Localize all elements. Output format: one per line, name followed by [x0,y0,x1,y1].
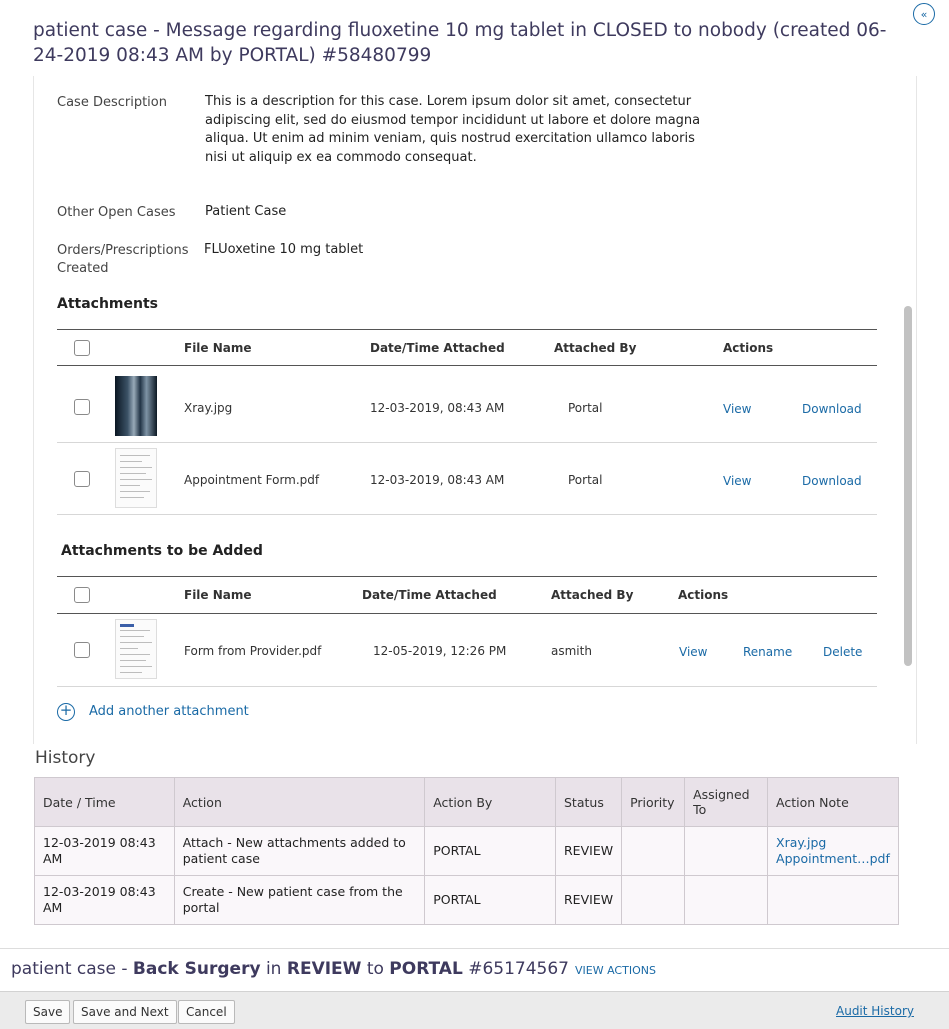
column-header-actions: Actions [678,588,729,602]
history-assigned-to [685,876,768,925]
column-header-assigned-to: Assigned To [685,778,768,827]
column-header-action-note: Action Note [768,778,899,827]
divider [0,948,949,949]
column-header-attached-by: Attached By [551,588,634,602]
attached-by: Portal [568,473,603,487]
history-action: Create - New patient case from the portal [174,876,425,925]
case-in: in [260,959,287,979]
column-header-date: Date/Time Attached [370,341,505,355]
date-attached: 12-03-2019, 08:43 AM [370,401,505,415]
row-divider [57,686,877,687]
history-assigned-to [685,827,768,876]
history-date: 12-03-2019 08:43 AM [35,876,175,925]
history-action-by: PORTAL [425,827,556,876]
row-divider [57,514,877,515]
column-header-file-name: File Name [184,341,252,355]
column-header-file-name: File Name [184,588,252,602]
row-checkbox[interactable] [74,471,90,487]
select-all-checkbox[interactable] [74,587,90,603]
save-button[interactable]: Save [25,1000,70,1024]
attached-by: Portal [568,401,603,415]
row-divider [57,442,877,443]
view-link[interactable]: View [723,474,752,488]
history-status: REVIEW [556,827,622,876]
orders-label: Orders/Prescriptions Created [57,243,189,276]
column-header-action-by: Action By [425,778,556,827]
download-link[interactable]: Download [802,402,862,416]
case-to: to [361,959,390,979]
case-name: Back Surgery [132,959,261,979]
row-checkbox[interactable] [74,642,90,658]
history-header-row [35,778,899,827]
table-row [35,876,899,925]
select-all-checkbox[interactable] [74,340,90,356]
column-header-priority: Priority [622,778,685,827]
document-thumbnail[interactable] [115,619,157,679]
file-name: Appointment Form.pdf [184,473,320,487]
history-action-note [768,827,899,876]
attachments-to-add-title: Attachments to be Added [61,543,263,559]
view-link[interactable]: View [723,402,752,416]
column-header-actions: Actions [723,341,774,355]
history-title: History [35,748,96,768]
case-description-label: Case Description [57,95,167,110]
column-header-date-time: Date / Time [35,778,175,827]
row-checkbox[interactable] [74,399,90,415]
rename-link[interactable]: Rename [743,645,793,659]
page-title: patient case - Message regarding fluoxetine 10 mg tablet in CLOSED to nobody (created 06-24-2019 08:43 AM by PORTAL) #58480799 [33,20,887,66]
history-action: Attach - New attachments added to patient case [174,827,425,876]
column-header-date: Date/Time Attached [362,588,497,602]
attachments-to-add-header-rule [57,613,877,614]
order-link[interactable]: FLUoxetine 10 mg tablet [204,242,364,257]
xray-thumbnail[interactable] [115,376,157,436]
column-header-attached-by: Attached By [554,341,637,355]
add-attachment-link[interactable]: Add another attachment [89,704,249,719]
double-chevron-left-icon[interactable]: « [913,3,935,25]
history-priority [622,827,685,876]
history-action-note [768,876,899,925]
case-number: #65174567 [462,959,569,979]
next-case-bar [11,959,656,979]
save-and-next-button[interactable]: Save and Next [73,1000,177,1024]
date-attached: 12-03-2019, 08:43 AM [370,473,505,487]
attachments-title: Attachments [57,296,159,312]
other-open-cases-label: Other Open Cases [57,205,176,220]
delete-link[interactable]: Delete [823,645,863,659]
history-action-by: PORTAL [425,876,556,925]
plus-circle-icon[interactable]: + [57,703,75,721]
attachments-header-rule [57,365,877,366]
cancel-button[interactable]: Cancel [178,1000,235,1024]
file-name: Xray.jpg [184,401,233,415]
attachments-top-rule [57,329,877,330]
case-status: REVIEW [286,959,362,979]
attachments-to-add-top-rule [57,576,877,577]
case-description-text: This is a description for this case. Lorem ipsum dolor sit amet, consectetur adipiscing elit, sed do eiusmod tempor incididunt ut labore et dolore magna aliqua. Ut enim ad minim veniam, quis nostrud exercitation ullamco laboris nisi ut aliquip ex ea commodo consequat. [205,94,701,165]
column-header-status: Status [556,778,622,827]
note-link[interactable]: Appointment…pdf [776,851,890,866]
history-priority [622,876,685,925]
view-link[interactable]: View [679,645,708,659]
audit-history-link[interactable]: Audit History [836,1004,914,1018]
view-actions-link[interactable]: VIEW ACTIONS [575,964,656,977]
case-prefix: patient case - [11,959,133,979]
date-attached: 12-05-2019, 12:26 PM [373,644,507,658]
scrollbar-thumb[interactable] [904,306,912,666]
history-table [34,777,899,925]
document-thumbnail[interactable] [115,448,157,508]
table-row [35,827,899,876]
download-link[interactable]: Download [802,474,862,488]
history-date: 12-03-2019 08:43 AM [35,827,175,876]
column-header-action: Action [174,778,425,827]
other-open-case-link[interactable]: Patient Case [205,204,287,219]
file-name: Form from Provider.pdf [184,644,322,658]
note-link[interactable]: Xray.jpg [776,835,827,850]
attached-by: asmith [551,644,592,658]
history-status: REVIEW [556,876,622,925]
case-assignee: PORTAL [389,959,463,979]
